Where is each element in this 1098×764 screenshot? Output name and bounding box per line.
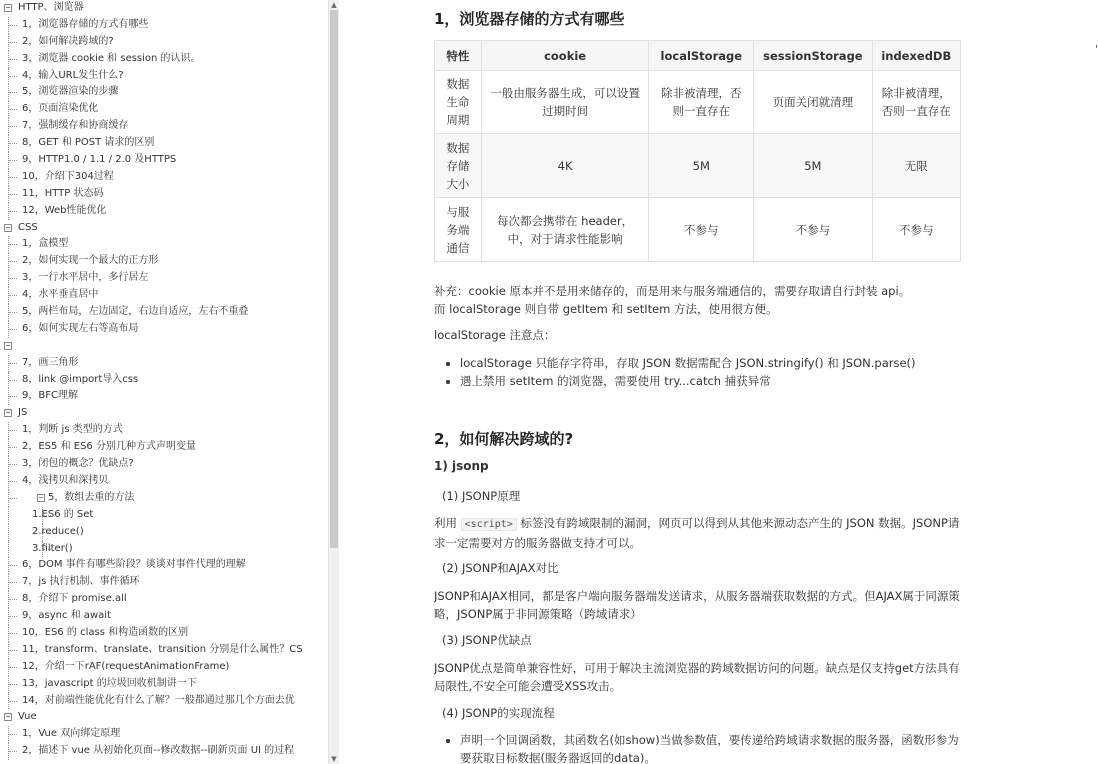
script-tag-code: <script> (461, 518, 517, 531)
outline-item[interactable] (0, 135, 328, 152)
table-cell: 除非被清理，否则一直存在 (649, 71, 754, 134)
table-row (435, 71, 961, 134)
text-run: 利用 (434, 516, 461, 530)
tree-connector (9, 177, 17, 178)
tree-connector (9, 565, 17, 566)
outline-item-label: JS (18, 407, 28, 419)
tree-connector (9, 194, 17, 195)
outline-item-label: 8，GET 和 POST 请求的区别 (22, 137, 155, 149)
outline-item[interactable] (0, 51, 328, 68)
table-cell: 不参与 (649, 198, 754, 262)
tree-connector (8, 507, 9, 524)
table-header-cell: sessionStorage (754, 41, 872, 71)
outline-group[interactable] (0, 405, 328, 422)
outline-item[interactable] (0, 355, 328, 372)
outline-item[interactable] (0, 507, 328, 524)
tree-connector (9, 295, 17, 296)
outline-item[interactable] (0, 186, 328, 203)
table-cell: 不参与 (872, 198, 960, 262)
table-header-cell: 特性 (435, 41, 482, 71)
outline-item-label: 7，js 执行机制、事件循环 (22, 576, 140, 588)
collapse-toggle-icon[interactable]: − (5, 3, 11, 12)
outline-item[interactable] (0, 17, 328, 34)
table-cell: 无限 (872, 134, 960, 198)
outline-item-label: 8，link @import导入css (22, 373, 139, 385)
outline-item[interactable] (0, 608, 328, 625)
collapse-toggle-icon[interactable]: − (38, 492, 44, 502)
outline-item[interactable] (0, 101, 328, 118)
tree-connector (9, 498, 17, 499)
outline-item[interactable] (0, 524, 328, 541)
table-header-cell: indexedDB (872, 41, 960, 71)
collapse-toggle-icon[interactable]: − (5, 340, 11, 350)
outline-item-label: 1，Vue 双向绑定原理 (22, 728, 121, 740)
outline-item-label: 2，ES5 和 ES6 分别几种方式声明变量 (22, 441, 196, 453)
outline-item-label: 10，ES6 的 class 和构造函数的区别 (22, 626, 189, 638)
tree-connector (9, 751, 17, 752)
tree-connector (9, 430, 17, 431)
table-cell: 数据存储大小 (435, 134, 482, 198)
table-row (435, 134, 961, 198)
table-header-cell: localStorage (649, 41, 754, 71)
outline-item[interactable] (0, 84, 328, 101)
jsonp-flow-list (434, 731, 962, 764)
outline-item[interactable] (0, 591, 328, 608)
tree-connector (9, 109, 17, 110)
outline-group[interactable] (0, 0, 328, 17)
outline-tree[interactable] (0, 0, 328, 764)
outline-item[interactable] (0, 676, 328, 693)
jsonp-principle-text (434, 514, 962, 552)
tree-connector (9, 684, 17, 685)
tree-connector (9, 650, 17, 651)
outline-item-label: 13，javascript 的垃圾回收机制讲一下 (22, 677, 197, 689)
section-title-cors: 2，如何解决跨域的? (434, 430, 574, 448)
tree-connector (8, 524, 9, 541)
collapse-toggle-icon[interactable]: − (5, 712, 11, 722)
storage-note-line: 补充：cookie 原本并不是用来储存的，而是用来与服务端通信的，需要存取请自行封装 api。 (434, 284, 911, 298)
outline-item-label: Vue (18, 711, 37, 723)
tree-connector (9, 396, 17, 397)
outline-item[interactable] (0, 726, 328, 743)
tree-connector (9, 582, 17, 583)
outline-item-label: 3，浏览器 cookie 和 session 的认识。 (22, 52, 201, 64)
edge-mark: ' (1095, 44, 1098, 55)
outline-item[interactable] (0, 574, 328, 591)
outline-item[interactable] (0, 270, 328, 287)
outline-item[interactable] (0, 68, 328, 85)
outline-item-label: CSS (18, 221, 38, 233)
outline-item-label: 4，浅拷贝和深拷贝 (22, 474, 109, 486)
tree-connector (9, 667, 17, 668)
localstorage-caveats-list (434, 354, 962, 390)
outline-item-label: 5，浏览器渲染的步骤 (22, 86, 119, 98)
outline-item[interactable] (0, 659, 328, 676)
localstorage-caveats-title: localStorage 注意点： (434, 328, 556, 342)
subsection-jsonp: 1) jsonp (434, 459, 489, 473)
outline-item-label: 1，判断 js 类型的方式 (22, 424, 123, 436)
list-item: • 声明一个回调函数，其函数名(如show)当做参数值，要传递给跨域请求数据的服务器，函数形参为要获取目标数据(服务器返回的data)。 (460, 731, 962, 764)
table-cell: 与服务端通信 (435, 198, 482, 262)
tree-connector (9, 481, 17, 482)
tree-connector (9, 312, 17, 313)
tree-connector (9, 211, 17, 212)
tree-connector (9, 42, 17, 43)
tree-connector (9, 244, 17, 245)
outline-item[interactable] (0, 321, 328, 338)
tree-connector (9, 59, 17, 60)
outline-item[interactable] (0, 34, 328, 51)
outline-item-label: 12，介绍一下rAF(requestAnimationFrame) (22, 660, 230, 672)
outline-item[interactable] (0, 541, 328, 558)
table-cell: 不参与 (754, 198, 872, 262)
scroll-up-arrow-icon[interactable]: ▲ (331, 1, 337, 9)
tree-connector (8, 541, 9, 558)
list-item: • 遇上禁用 setItem 的浏览器，需要使用 try...catch 捕获异常 (460, 372, 962, 390)
outline-item[interactable] (0, 118, 328, 135)
outline-item[interactable] (0, 287, 328, 304)
tree-connector (9, 329, 17, 330)
outline-item-label: HTTP、浏览器 (18, 2, 84, 13)
outline-item-label: 5，两栏布局，左边固定，右边自适应，左右不重叠 (22, 306, 249, 318)
jsonp-ajax-heading: (2) JSONP和AJAX对比 (442, 561, 559, 575)
scroll-down-arrow-icon[interactable]: ▼ (331, 755, 337, 763)
outline-item-label: 2，如何解决跨域的? (22, 35, 114, 47)
outline-item[interactable] (0, 304, 328, 321)
outline-item-label: 11，HTTP 状态码 (22, 187, 104, 199)
table-cell: 页面关闭就清理 (754, 71, 872, 134)
outline-item[interactable] (0, 152, 328, 169)
outline-item-label: 1，浏览器存储的方式有哪些 (22, 18, 149, 30)
tree-connector (9, 701, 17, 702)
table-cell: 5M (754, 134, 872, 198)
collapse-toggle-icon[interactable]: − (5, 222, 11, 232)
outline-item[interactable] (0, 490, 328, 507)
storage-note-line: 而 localStorage 则自带 getItem 和 setItem 方法，使用很方便。 (434, 302, 778, 316)
outline-item-label: 1.ES6 的 Set (32, 508, 94, 520)
outline-item-label: 11，transform、translate、transition 分别是什么属性？CS (22, 643, 303, 655)
outline-item[interactable] (0, 372, 328, 389)
outline-item[interactable] (0, 473, 328, 490)
outline-item-label: 1，盒模型 (22, 238, 69, 250)
tree-connector (9, 76, 17, 77)
outline-item[interactable] (0, 422, 328, 439)
outline-item-label: 2.reduce() (32, 525, 84, 537)
tree-connector (9, 633, 17, 634)
tree-connector (9, 278, 17, 279)
text-run: 标签没有跨域限制的漏洞，网页可以得到从其他来源动态产生的 JSON 数据。JSONP请求一定需要对方的服务器做支持才可以。 (434, 516, 960, 550)
outline-item[interactable] (0, 253, 328, 270)
outline-item-label: 6，DOM 事件有哪些阶段？谈谈对事件代理的理解 (22, 559, 246, 571)
outline-item[interactable] (0, 625, 328, 642)
tree-connector (9, 464, 17, 465)
jsonp-flow-heading: (4) JSONP的实现流程 (442, 706, 555, 720)
table-header-row (435, 41, 961, 71)
jsonp-proscons-heading: (3) JSONP优缺点 (442, 633, 532, 647)
outline-item-label: 3，闭包的概念？优缺点? (22, 458, 134, 470)
tree-connector (9, 363, 17, 364)
outline-item[interactable] (0, 203, 328, 220)
storage-note (434, 282, 962, 318)
outline-scrollbar[interactable] (328, 0, 339, 764)
outline-item[interactable] (0, 693, 328, 710)
outline-item-label: 14，对前端性能优化有什么了解？一般都通过那几个方面去优 (22, 694, 295, 706)
table-cell: 4K (481, 134, 649, 198)
tree-connector (9, 126, 17, 127)
outline-item-label: 10，介绍下304过程 (22, 170, 114, 182)
outline-item[interactable] (0, 743, 328, 760)
outline-item[interactable] (0, 169, 328, 186)
tree-connector (9, 734, 17, 735)
table-cell: 除非被清理，否则一直存在 (872, 71, 960, 134)
outline-group[interactable] (0, 709, 328, 726)
outline-item-label: 9，HTTP1.0 / 1.1 / 2.0 及HTTPS (22, 154, 177, 166)
tree-connector (9, 261, 17, 262)
outline-item[interactable] (0, 456, 328, 473)
outline-item-label: 9，async 和 await (22, 610, 111, 622)
table-header-cell: cookie (481, 41, 649, 71)
tree-connector (9, 616, 17, 617)
tree-connector (9, 92, 17, 93)
outline-item[interactable] (0, 557, 328, 574)
tree-connector (9, 599, 17, 600)
document-content (434, 0, 964, 764)
outline-item-label: 6，如何实现左右等高布局 (22, 322, 139, 334)
outline-item[interactable] (0, 236, 328, 253)
outline-item-label: 8，介绍下 promise.all (22, 593, 127, 605)
section-title-storage: 1，浏览器存储的方式有哪些 (434, 10, 625, 28)
outline-item-label: 7，画三角形 (22, 356, 79, 368)
tree-connector (9, 25, 17, 26)
outline-item-label: 12，Web性能优化 (22, 204, 107, 216)
outline-item[interactable] (0, 439, 328, 456)
outline-group[interactable] (0, 338, 328, 355)
outline-item[interactable] (0, 642, 328, 659)
table-cell: 一般由服务器生成，可以设置过期时间 (481, 71, 649, 134)
jsonp-ajax-text: JSONP和AJAX相同，都是客户端向服务器端发送请求，从服务器端获取数据的方式。但AJAX属于同源策略，JSONP属于非同源策略（跨域请求） (434, 589, 960, 621)
outline-item-label: 5，数组去重的方法 (48, 491, 135, 503)
table-row (435, 198, 961, 262)
outline-item-label: 9，BFC理解 (22, 390, 78, 402)
tree-connector (9, 143, 17, 144)
outline-list (0, 0, 328, 760)
outline-item-label: 7，强制缓存和协商缓存 (22, 120, 129, 132)
collapse-toggle-icon[interactable]: − (5, 408, 11, 418)
outline-item-label: 4，输入URL发生什么? (22, 69, 124, 81)
outline-item-label: 3，一行水平居中，多行居左 (22, 272, 149, 284)
jsonp-principle-heading: (1) JSONP原理 (442, 489, 521, 503)
table-cell: 5M (649, 134, 754, 198)
tree-connector (9, 160, 17, 161)
jsonp-proscons-text: JSONP优点是简单兼容性好，可用于解决主流浏览器的跨域数据访问的问题。缺点是仅支持get方法具有局限性,不安全可能会遭受XSS攻击。 (434, 661, 960, 693)
outline-item-label: 6，页面渲染优化 (22, 103, 99, 115)
table-cell: 每次都会携带在 header，中，对于请求性能影响 (481, 198, 649, 262)
outline-item-label: 3.filter() (32, 542, 73, 554)
outline-item-label: 4，水平垂直居中 (22, 289, 99, 301)
outline-item[interactable] (0, 388, 328, 405)
outline-group[interactable] (0, 220, 328, 237)
outline-item-label: 2，如何实现一个最大的正方形 (22, 255, 159, 267)
list-item: • localStorage 只能存字符串，存取 JSON 数据需配合 JSON.stringify() 和 JSON.parse() (460, 354, 962, 372)
tree-connector (9, 380, 17, 381)
scrollbar-thumb[interactable] (330, 10, 338, 548)
tree-connector (9, 447, 17, 448)
outline-item-label: 2，描述下 vue 从初始化页面--修改数据--刷新页面 UI 的过程 (22, 745, 295, 757)
table-cell: 数据生命周期 (435, 71, 482, 134)
storage-comparison-table (434, 40, 961, 262)
